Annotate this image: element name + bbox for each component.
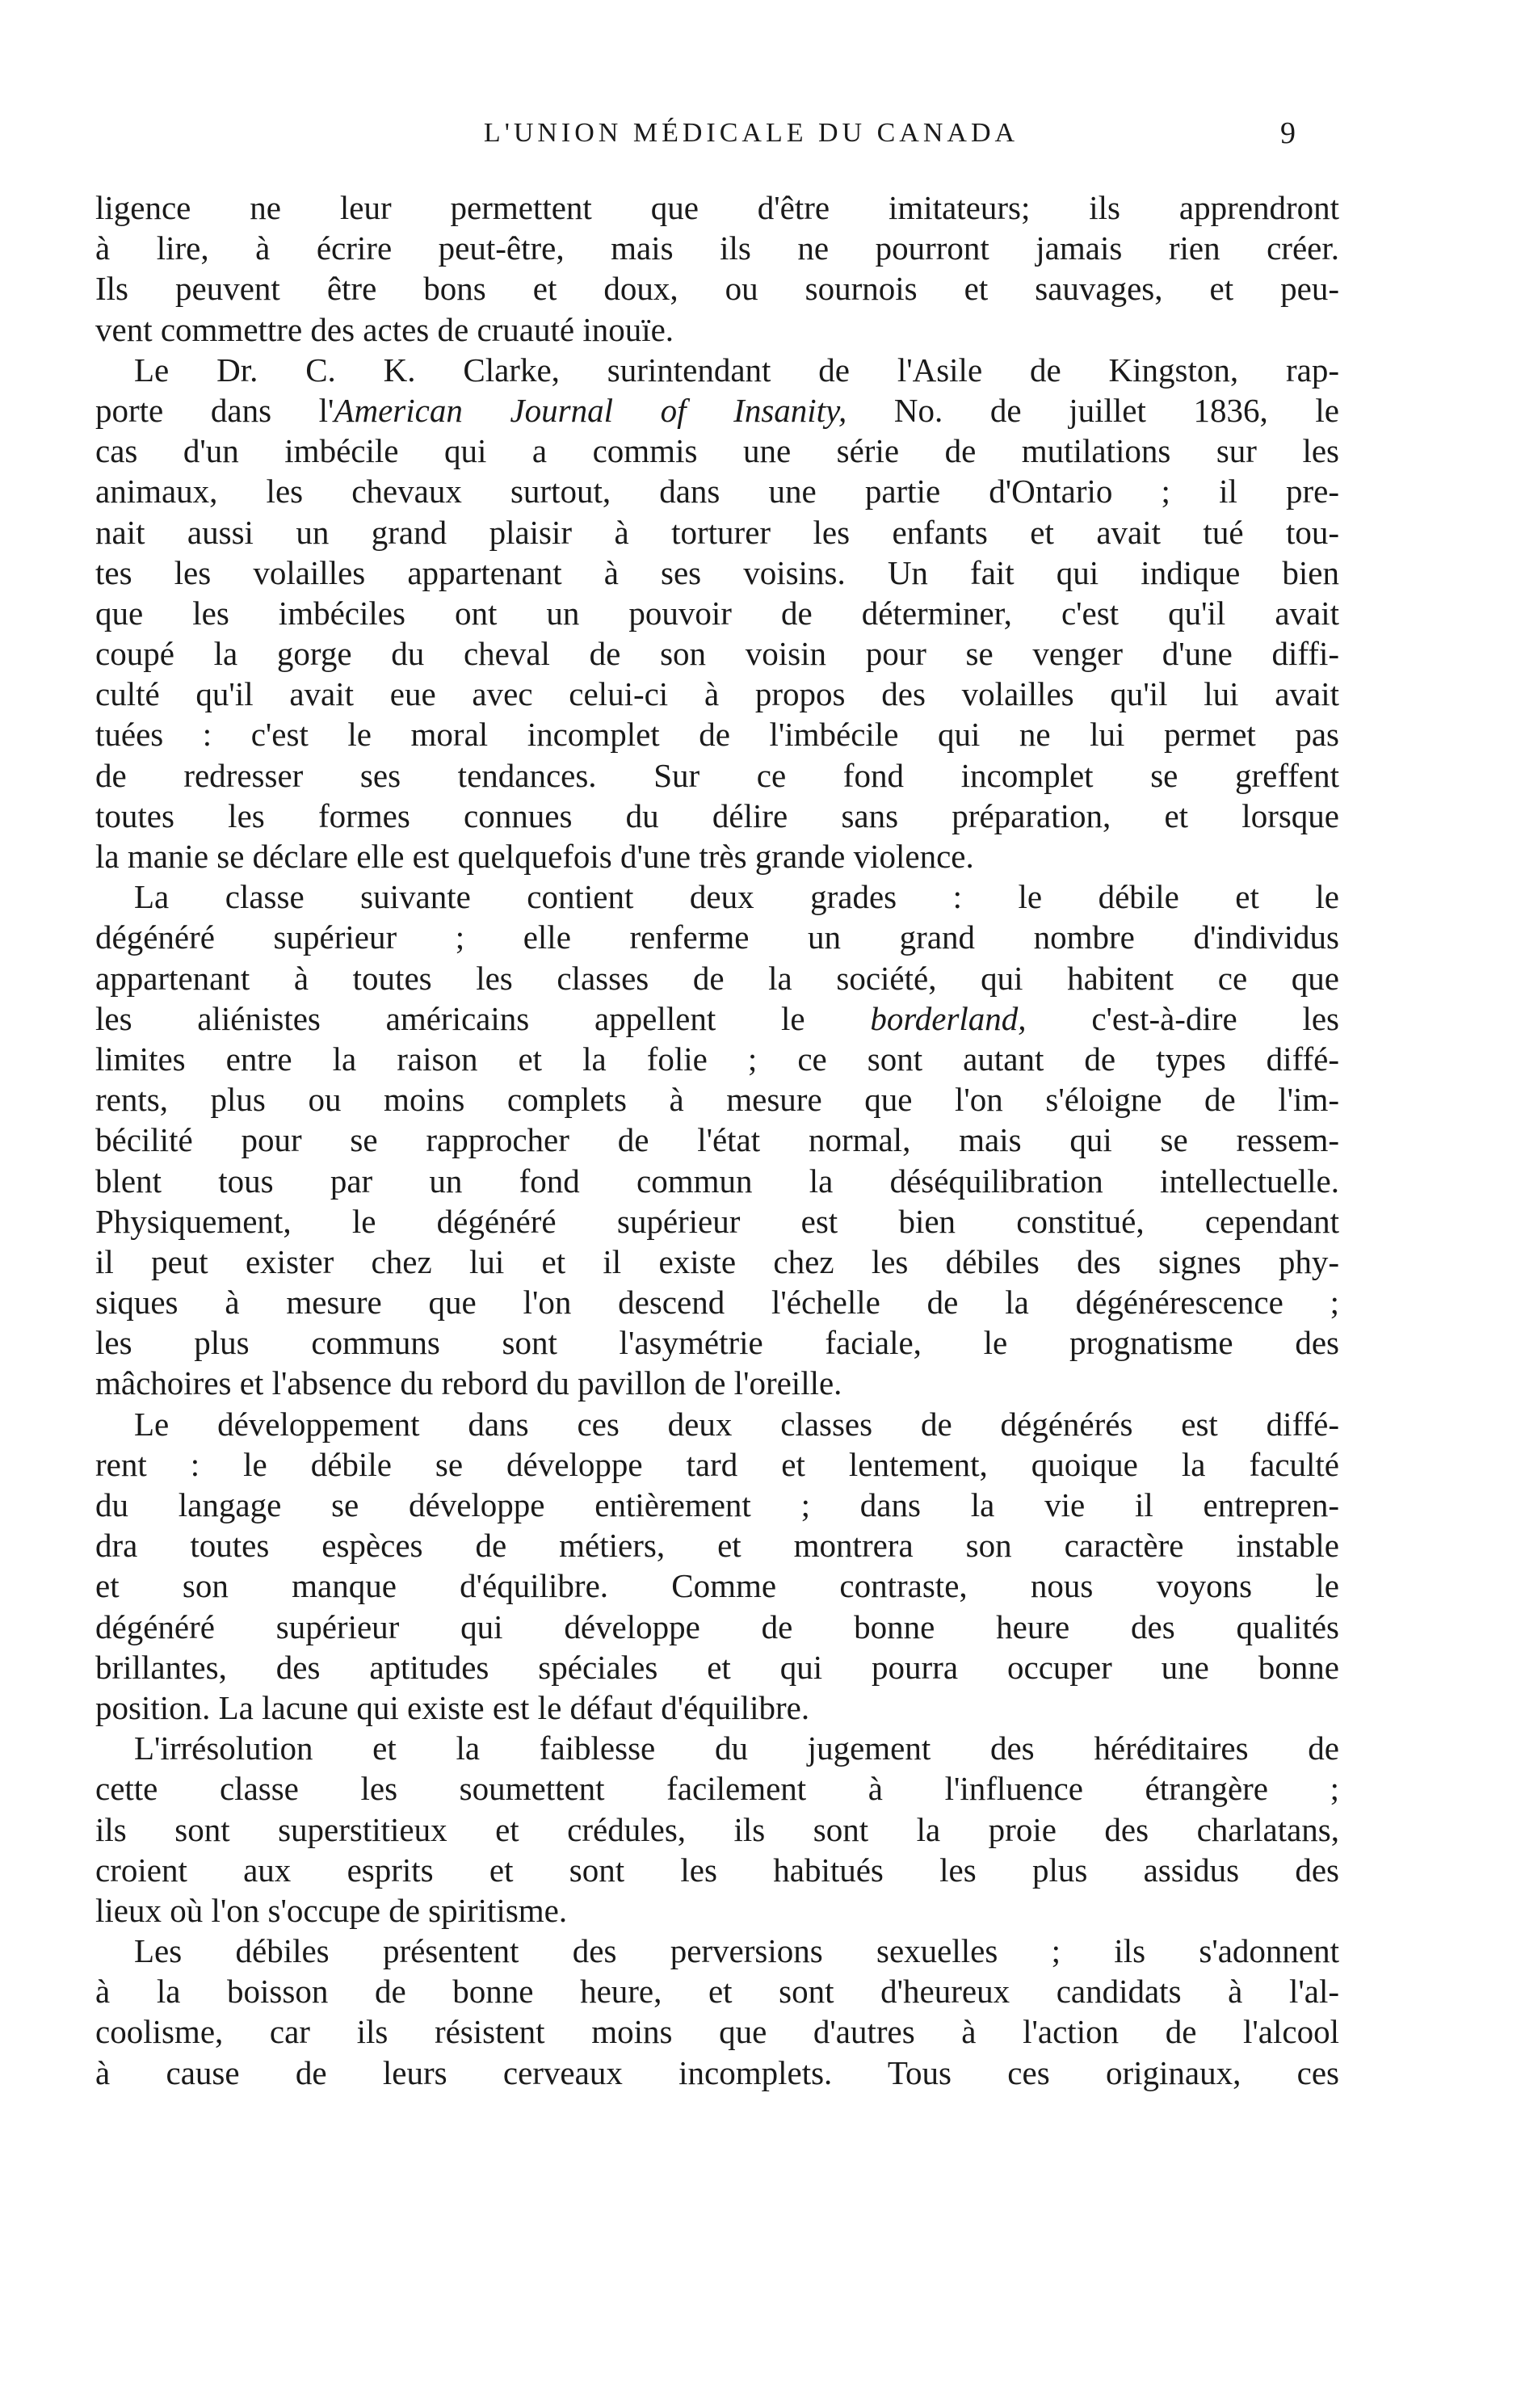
text-segment: Le développement dans ces deux classes de dégénérés est diffé- <box>134 1405 1339 1443</box>
text-line <box>95 1565 1339 1606</box>
text-line <box>95 796 1339 836</box>
text-segment: culté qu'il avait eue avec celui-ci à propos des volailles qu'il lui avait <box>95 675 1339 713</box>
text-line <box>95 2011 1339 2052</box>
text-segment: mâchoires et l'absence du rebord du pavillon de l'oreille. <box>95 1364 842 1402</box>
text-line <box>95 309 1339 350</box>
text-segment: à lire, à écrire peut-être, mais ils ne pourront jamais rien créer. <box>95 229 1339 267</box>
text-line <box>95 1201 1339 1242</box>
text-segment: coolisme, car ils résistent moins que d'autres à l'action de l'alcool <box>95 2013 1339 2051</box>
page-number: 9 <box>1280 116 1296 150</box>
text-line <box>95 350 1339 390</box>
text-line <box>95 390 1339 431</box>
text-line <box>95 674 1339 714</box>
running-title: L'UNION MÉDICALE DU CANADA <box>483 118 1019 148</box>
text-line <box>95 917 1339 957</box>
text-line <box>95 1322 1339 1363</box>
text-line <box>95 1242 1339 1282</box>
text-segment: position. La lacune qui existe est le défaut d'équilibre. <box>95 1688 810 1726</box>
text-segment: porte dans l' <box>95 391 334 429</box>
text-segment: cas d'un imbécile qui a commis une série de mutilations sur les <box>95 432 1339 470</box>
text-line <box>95 1890 1339 1931</box>
text-segment: animaux, les chevaux surtout, dans une partie d'Ontario ; il pre- <box>95 473 1339 511</box>
text-line <box>95 431 1339 471</box>
text-segment: Physiquement, le dégénéré supérieur est bien constitué, cependant <box>95 1202 1339 1240</box>
body-text <box>95 187 1339 2093</box>
text-segment: les aliénistes américains appellent le <box>95 999 871 1037</box>
text-segment: bécilité pour se rapprocher de l'état normal, mais qui se ressem- <box>95 1121 1339 1159</box>
text-line <box>95 1404 1339 1444</box>
text-segment: dégénéré supérieur qui développe de bonne heure des qualités <box>95 1607 1339 1645</box>
text-line <box>95 1039 1339 1079</box>
text-line <box>95 633 1339 674</box>
text-line <box>95 755 1339 796</box>
text-segment: vent commettre des actes de cruauté inouïe. <box>95 310 674 348</box>
text-line <box>95 1120 1339 1160</box>
text-line <box>95 1363 1339 1403</box>
text-segment: rent : le débile se développe tard et lentement, quoique la faculté <box>95 1445 1339 1483</box>
text-line <box>95 714 1339 754</box>
text-line <box>95 187 1339 228</box>
text-line <box>95 1728 1339 1768</box>
text-segment: No. de juillet 1836, le <box>847 391 1339 429</box>
text-line <box>95 553 1339 593</box>
text-segment: dégénéré supérieur ; elle renferme un grand nombre d'individus <box>95 918 1339 956</box>
text-segment: Le Dr. C. K. Clarke, surintendant de l'Asile de Kingston, rap- <box>134 351 1339 389</box>
text-line <box>95 268 1339 309</box>
text-line <box>95 1525 1339 1565</box>
text-segment: limites entre la raison et la folie ; ce sont autant de types diffé- <box>95 1040 1339 1078</box>
italic-text-segment: borderland, <box>870 999 1027 1037</box>
text-line <box>95 1809 1339 1850</box>
text-segment: de redresser ses tendances. Sur ce fond incomplet se greffent <box>95 756 1339 794</box>
text-segment: il peut exister chez lui et il existe chez les débiles des signes phy- <box>95 1242 1339 1280</box>
text-segment: toutes les formes connues du délire sans préparation, et lorsque <box>95 796 1339 834</box>
text-line <box>95 958 1339 998</box>
text-line <box>95 228 1339 268</box>
text-segment: du langage se développe entièrement ; dans la vie il entrepren- <box>95 1486 1339 1523</box>
text-segment: la manie se déclare elle est quelquefois d'une très grande violence. <box>95 838 974 875</box>
text-segment: à cause de leurs cerveaux incomplets. Tous ces originaux, ces <box>95 2053 1339 2091</box>
text-segment: que les imbéciles ont un pouvoir de déterminer, c'est qu'il avait <box>95 594 1339 632</box>
text-line <box>95 512 1339 553</box>
text-line <box>95 471 1339 511</box>
text-segment: La classe suivante contient deux grades : le débile et le <box>134 878 1339 916</box>
text-line <box>95 1931 1339 1971</box>
text-line <box>95 1647 1339 1687</box>
text-segment: cette classe les soumettent facilement à l'influence étrangère ; <box>95 1770 1339 1808</box>
text-segment: ils sont superstitieux et crédules, ils sont la proie des charlatans, <box>95 1810 1339 1848</box>
text-segment: brillantes, des aptitudes spéciales et qui pourra occuper une bonne <box>95 1648 1339 1686</box>
text-line <box>95 1161 1339 1201</box>
text-line <box>95 1282 1339 1322</box>
text-segment: L'irrésolution et la faiblesse du jugement des héréditaires de <box>134 1729 1339 1767</box>
text-line <box>95 1079 1339 1120</box>
text-segment: tuées : c'est le moral incomplet de l'imbécile qui ne lui permet pas <box>95 716 1339 754</box>
text-segment: coupé la gorge du cheval de son voisin pour se venger d'une diffi- <box>95 635 1339 673</box>
running-header <box>0 113 1525 153</box>
text-line <box>95 836 1339 876</box>
text-segment: à la boisson de bonne heure, et sont d'heureux candidats à l'al- <box>95 1973 1339 2011</box>
text-line <box>95 1485 1339 1525</box>
text-segment: les plus communs sont l'asymétrie faciale, le prognatisme des <box>95 1324 1339 1362</box>
text-segment: tes les volailles appartenant à ses voisins. Un fait qui indique bien <box>95 553 1339 591</box>
text-segment: siques à mesure que l'on descend l'échelle de la dégénérescence ; <box>95 1284 1339 1322</box>
text-line <box>95 998 1339 1039</box>
text-segment: dra toutes espèces de métiers, et montrera son caractère instable <box>95 1527 1339 1565</box>
text-segment: appartenant à toutes les classes de la société, qui habitent ce que <box>95 959 1339 997</box>
text-line <box>95 1768 1339 1809</box>
text-line <box>95 593 1339 633</box>
text-segment: lieux où l'on s'occupe de spiritisme. <box>95 1891 568 1929</box>
text-line <box>95 1444 1339 1485</box>
text-segment: nait aussi un grand plaisir à torturer les enfants et avait tué tou- <box>95 513 1339 551</box>
text-segment: Les débiles présentent des perversions sexuelles ; ils s'adonnent <box>134 1932 1339 1970</box>
text-line <box>95 1850 1339 1890</box>
text-line <box>95 1971 1339 2011</box>
text-line <box>95 2053 1339 2093</box>
text-segment: c'est-à-dire les <box>1026 999 1339 1037</box>
text-line <box>95 1607 1339 1647</box>
text-segment: et son manque d'équilibre. Comme contraste, nous voyons le <box>95 1567 1339 1605</box>
text-line <box>95 876 1339 917</box>
text-segment: croient aux esprits et sont les habitués les plus assidus des <box>95 1851 1339 1889</box>
text-segment: rents, plus ou moins complets à mesure que l'on s'éloigne de l'im- <box>95 1081 1339 1119</box>
text-line <box>95 1687 1339 1728</box>
text-segment: ligence ne leur permettent que d'être imitateurs; ils apprendront <box>95 189 1339 226</box>
italic-text-segment: American Journal of Insanity, <box>334 391 847 429</box>
text-segment: blent tous par un fond commun la déséquilibration intellectuelle. <box>95 1162 1339 1200</box>
text-segment: Ils peuvent être bons et doux, ou sournois et sauvages, et peu- <box>95 270 1339 308</box>
